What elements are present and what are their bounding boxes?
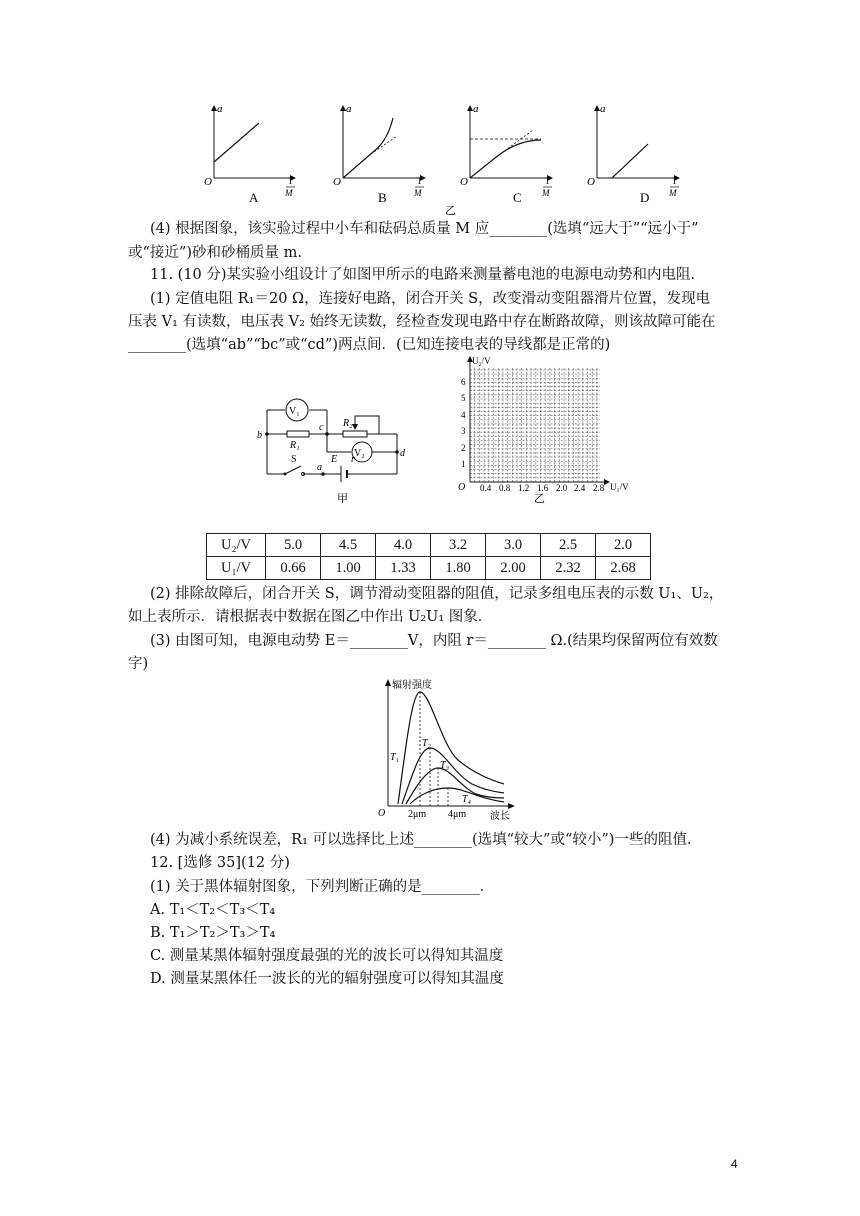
graph-b	[333, 103, 425, 205]
q11-part3-line2: 字)	[128, 656, 149, 672]
graph-c-origin: O	[460, 176, 468, 188]
q11-part1-line3: ________(选填“ab”“bc”或“cd”)两点间．(已知连接电表的导线都是正常的)	[128, 337, 611, 353]
table-cell: 0.66	[266, 557, 321, 580]
ytick-5: 5	[461, 393, 466, 403]
point-c: c	[319, 422, 324, 433]
grid-origin: O	[458, 482, 466, 493]
table-cell: 3.0	[486, 534, 541, 557]
graph-d-ylabel: a	[600, 103, 606, 115]
graph-a-label: A	[249, 190, 259, 205]
circuit-diagram	[255, 392, 415, 508]
acceleration-graphs	[195, 100, 695, 218]
graph-d-label: D	[640, 190, 650, 205]
v2-label: V₂	[354, 448, 365, 459]
bb-x-2um: 2μm	[408, 809, 427, 820]
battery-e-label: E	[331, 454, 338, 465]
table-cell: 1.00	[321, 557, 376, 580]
bb-xlabel: 波长	[490, 811, 510, 822]
bb-x-4um: 4μm	[448, 809, 467, 820]
q11-part4: (4) 为减小系统误差，R₁ 可以选择比上述________(选填“较大”或“较小”)一些的阻值．	[150, 832, 702, 848]
table-cell: 1.80	[431, 557, 486, 580]
xtick-2.4: 2.4	[574, 483, 586, 493]
graph-d-xnum: 1	[672, 176, 677, 186]
table-cell: 1.33	[376, 557, 431, 580]
q12-option-c: C. 测量某黑体辐射强度最强的光的波长可以得知其温度	[150, 948, 504, 964]
graph-a	[204, 103, 295, 205]
grid-ylabel: U₂/V	[472, 356, 491, 366]
graph-a-origin: O	[204, 176, 212, 188]
grid-caption: 乙	[534, 493, 545, 505]
resistor-r1	[287, 431, 309, 437]
xtick-2.8: 2.8	[593, 483, 605, 493]
ytick-1: 1	[461, 459, 466, 469]
q12-title: 12. [选修 35](12 分)	[150, 855, 290, 871]
xtick-0.8: 0.8	[499, 483, 511, 493]
graph-b-ylabel: a	[346, 103, 352, 115]
battery-r-label: r	[351, 454, 355, 465]
table-cell: 2.0	[596, 534, 651, 557]
graph-c	[460, 103, 552, 205]
graph-d-xden: M	[669, 188, 677, 198]
switch-label: S	[291, 454, 297, 465]
table-row-u1	[207, 557, 651, 580]
table-cell: 2.68	[596, 557, 651, 580]
graph-d-origin: O	[587, 176, 595, 188]
graph-b-xden: M	[414, 188, 422, 198]
table-cell: U₁/V	[207, 557, 266, 580]
q12-option-a: A. T₁＜T₂＜T₃＜T₄	[150, 902, 276, 918]
graph-c-xnum: 1	[545, 176, 550, 186]
graph-c-xden: M	[542, 188, 550, 198]
bb-ylabel: 辐射强度	[392, 680, 432, 691]
xtick-1.2: 1.2	[518, 483, 530, 493]
graph-b-xnum: 1	[417, 176, 422, 186]
xtick-0.4: 0.4	[480, 483, 492, 493]
graph-a-xnum: 1	[288, 176, 293, 186]
q11-part2-line2: 如上表所示．请根据表中数据在图乙中作出 U₂U₁ 图象．	[128, 609, 493, 625]
grid-xlabel: U₁/V	[610, 482, 629, 492]
table-cell: 5.0	[266, 534, 321, 557]
q11-part2-line1: (2) 排除故障后，闭合开关 S，调节滑动变阻器的阻值，记录多组电压表的示数 U₁、U₂，	[150, 586, 724, 602]
table-cell: 4.5	[321, 534, 376, 557]
table-cell: U₂/V	[207, 534, 266, 557]
circuit-caption: 甲	[337, 493, 348, 505]
xtick-1.6: 1.6	[537, 483, 549, 493]
table-cell: 3.2	[431, 534, 486, 557]
q12-stem: (1) 关于黑体辐射图象，下列判断正确的是________．	[150, 879, 495, 895]
ytick-3: 3	[461, 426, 466, 436]
graph-b-label: B	[378, 190, 387, 205]
q11-title: 11. (10 分)某实验小组设计了如图甲所示的电路来测量蓄电池的电源电动势和内电阻.	[150, 267, 696, 283]
r1-label: R₁	[290, 440, 300, 451]
ytick-6: 6	[461, 377, 466, 387]
table-cell: 4.0	[376, 534, 431, 557]
label-t1: T₁	[390, 752, 400, 763]
u1-u2-table	[206, 533, 651, 580]
point-d: d	[400, 448, 405, 459]
u2-u1-grid	[452, 354, 652, 506]
point-b: b	[257, 430, 262, 441]
bb-origin: O	[378, 808, 386, 819]
graph-b-origin: O	[333, 176, 341, 188]
graph-caption: 乙	[445, 205, 456, 217]
point-a: a	[317, 462, 322, 473]
r2-label: R₂	[343, 418, 353, 429]
label-t3: T₃	[440, 760, 450, 771]
ytick-4: 4	[461, 410, 466, 420]
table-cell: 2.5	[541, 534, 596, 557]
q11-part1-line2: 压表 V₁ 有读数，电压表 V₂ 始终无读数，经检查发现电路中存在断路故障，则该故障可能在	[128, 314, 716, 330]
q10-part4-line2: 或“接近”)砂和砂桶质量 m.	[128, 245, 302, 261]
q11-part1-line1: (1) 定值电阻 R₁＝20 Ω，连接好电路，闭合开关 S，改变滑动变阻器滑片位置，发现电	[150, 291, 711, 307]
q12-option-b: B. T₁＞T₂＞T₃＞T₄	[150, 925, 276, 941]
graph-d	[587, 103, 679, 205]
v1-label: V₁	[289, 406, 300, 417]
xtick-2.0: 2.0	[556, 483, 568, 493]
table-cell: 2.00	[486, 557, 541, 580]
label-t4: T₄	[462, 794, 472, 805]
table-row-u2	[207, 534, 651, 557]
graph-c-ylabel: a	[473, 103, 479, 115]
graph-a-ylabel: a	[217, 103, 223, 115]
page-number: 4	[731, 1157, 738, 1171]
blackbody-graph	[372, 676, 522, 826]
q12-option-d: D. 测量某黑体任一波长的光的辐射强度可以得知其温度	[150, 971, 504, 987]
graph-c-label: C	[513, 190, 522, 205]
curve-t1	[398, 692, 504, 804]
graph-a-xden: M	[285, 188, 293, 198]
q11-part3-line1: (3) 由图可知，电源电动势 E＝________V，内阻 r＝________ Ω.(结果均保留两位有效数	[150, 633, 718, 649]
rheostat-r2	[343, 431, 367, 437]
table-cell: 2.32	[541, 557, 596, 580]
label-t2: T₂	[422, 738, 432, 749]
q10-part4-line1: (4) 根据图象，该实验过程中小车和砝码总质量 M 应________(选填“远大于”“远小于”	[150, 221, 699, 237]
ytick-2: 2	[461, 443, 466, 453]
